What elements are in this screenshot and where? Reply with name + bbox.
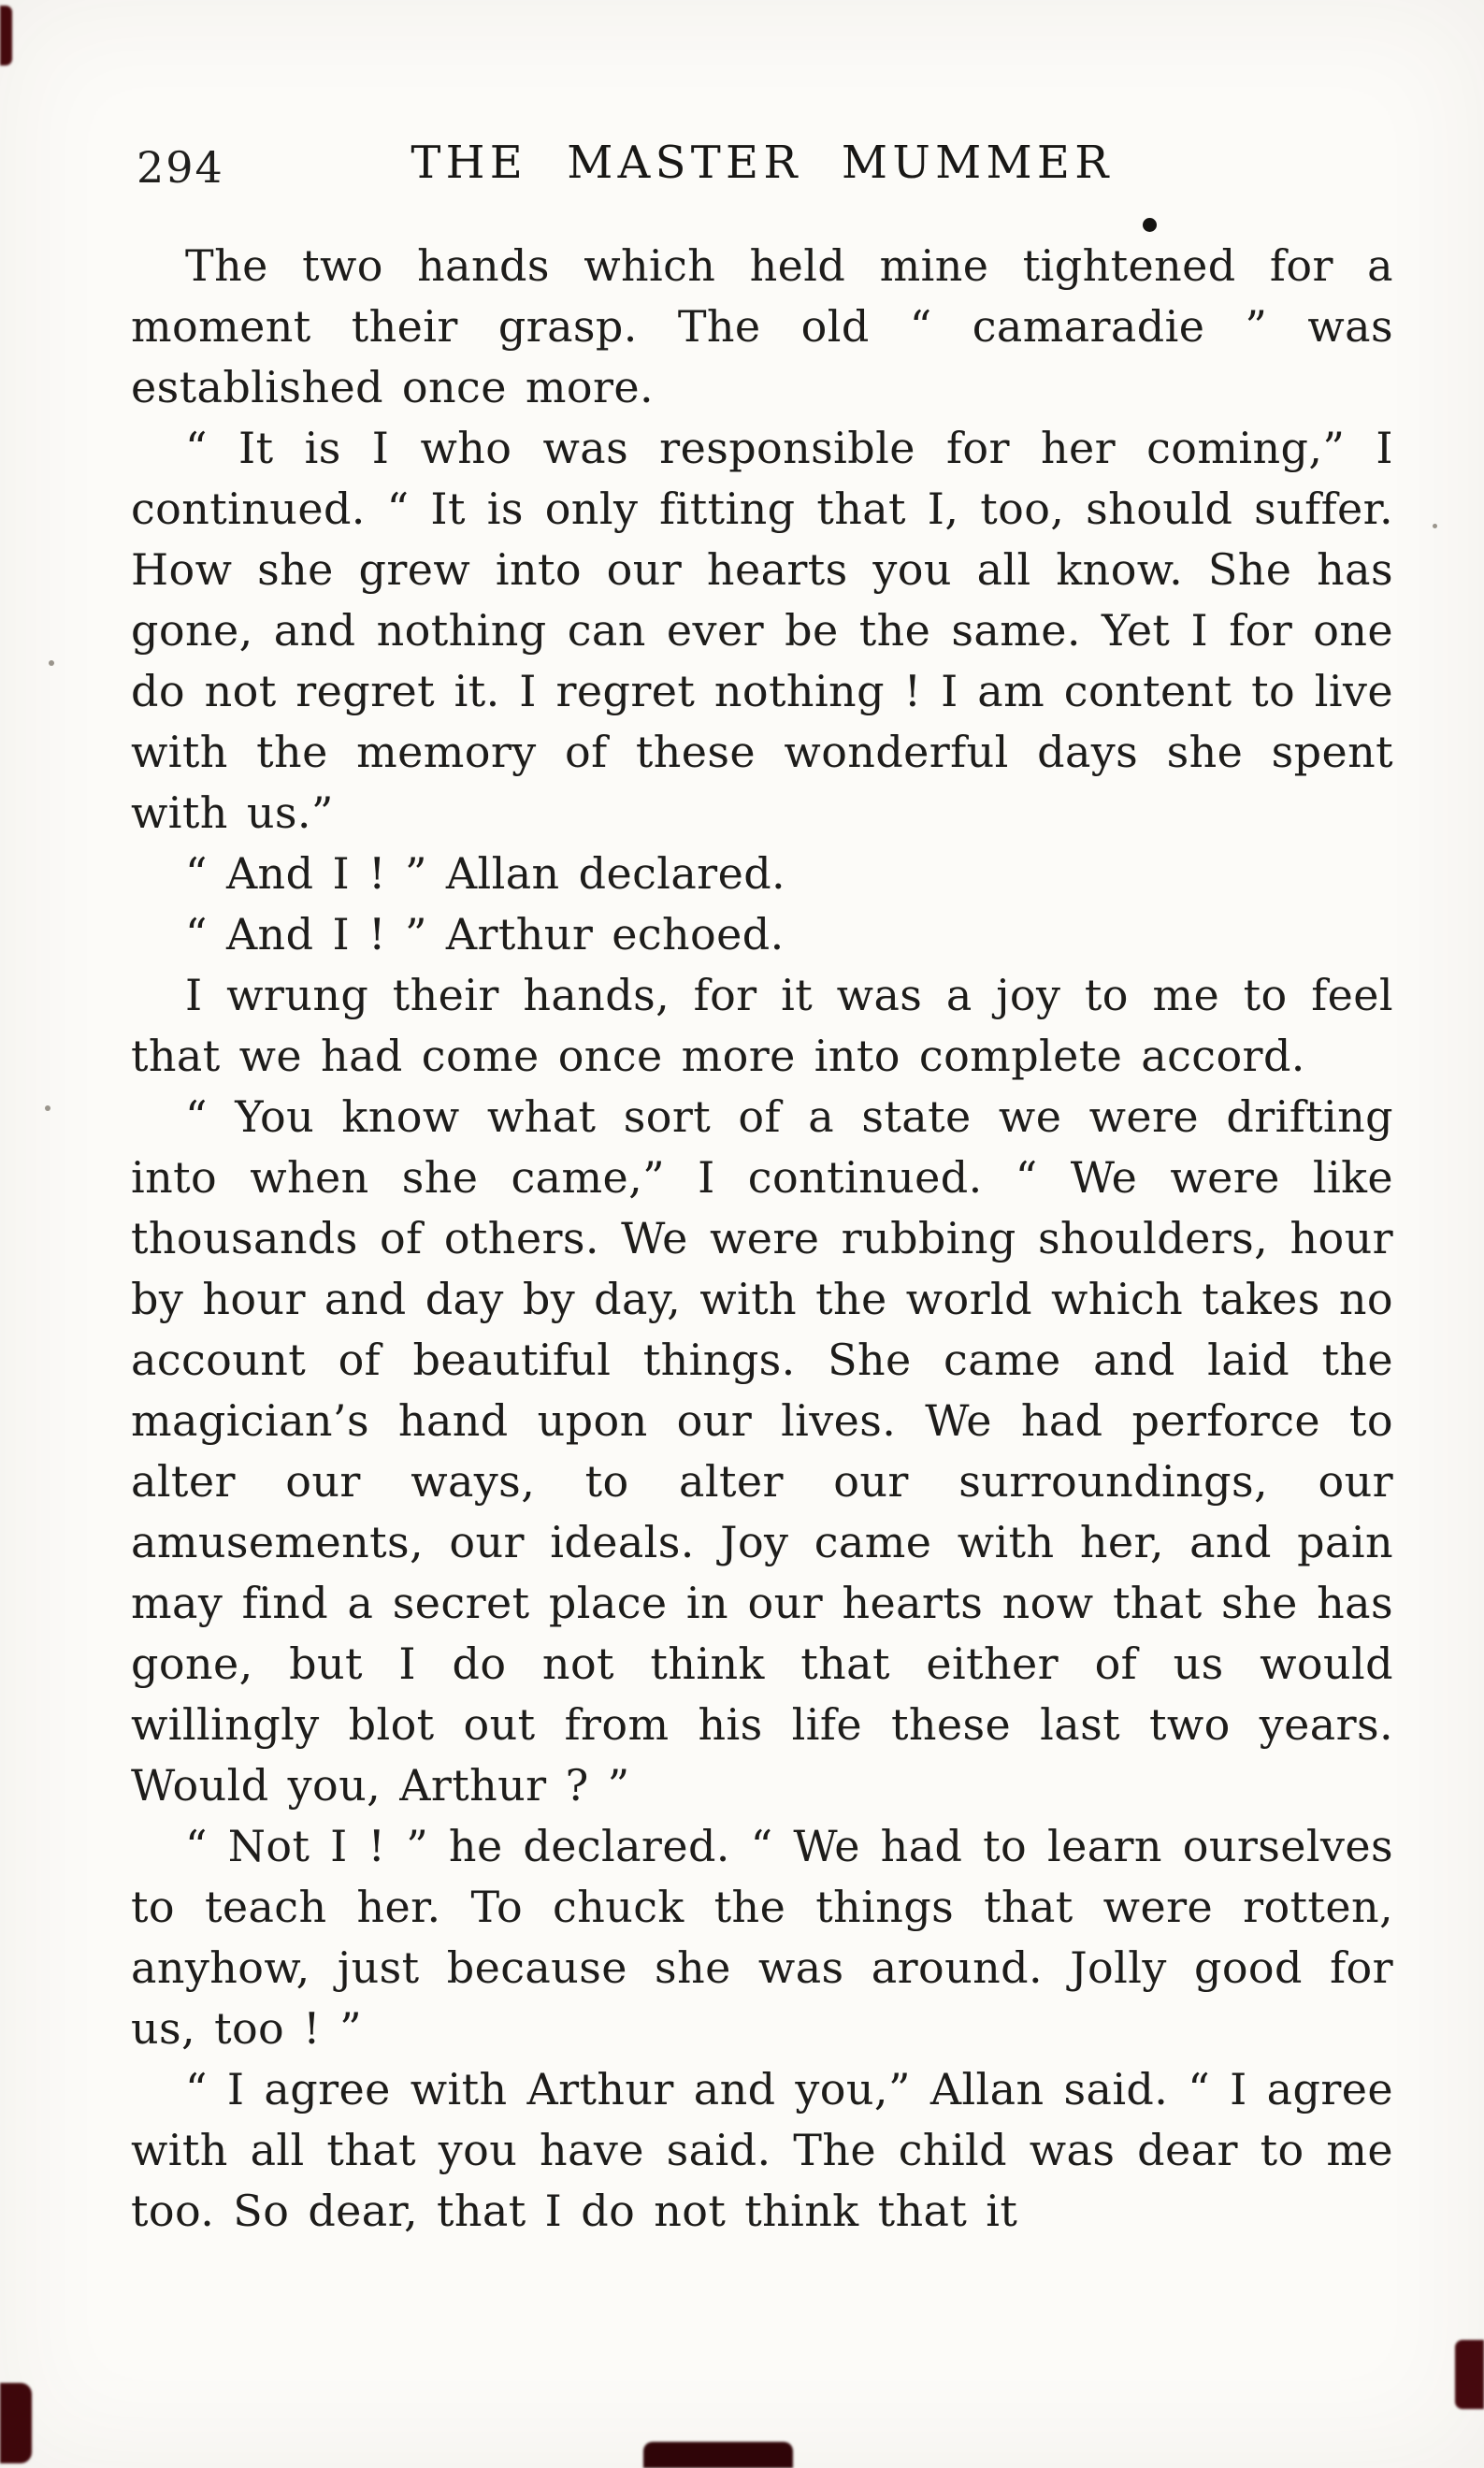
- running-title: THE MASTER MUMMER: [411, 137, 1114, 189]
- scan-artifact-bottom-left: [0, 2383, 32, 2463]
- body-text: [131, 236, 1393, 2242]
- paragraph: “ You know what sort of a state we were drifting into when she came,” I continued. “ We were like thousands of others. We were rubbing shoulders, hour by hour and day by day, with the world which takes no account of beautiful things. She came and laid the magician’s hand upon our lives. We had perforce to alter our ways, to alter our surroundings, our amusements, our ideals. Joy came with her, and pain may find a secret place in our hearts now that she has gone, but I do not think that either of us would willingly blot out from his life these last two years. Would you, Arthur ? ”: [131, 1091, 1393, 1811]
- paragraph: “ Not I ! ” he declared. “ We had to learn ourselves to teach her. To chuck the things that were rotten, anyhow, just because she was around. Jolly good for us, too ! ”: [131, 1821, 1393, 2054]
- scan-artifact-top-left: [0, 6, 12, 65]
- dust-speck: [49, 660, 54, 666]
- paragraph: “ And I ! ” Arthur echoed.: [185, 909, 785, 960]
- scan-artifact-bottom-right: [1455, 2340, 1484, 2409]
- ink-spot: [1143, 218, 1157, 232]
- paragraph: “ I agree with Arthur and you,” Allan said. “ I agree with all that you have said. The child was dear to me too. So dear, that I do not think that it: [131, 2064, 1393, 2236]
- page-number: 294: [137, 142, 224, 193]
- scan-artifact-bottom-center: [643, 2442, 793, 2468]
- paragraph: “ It is I who was responsible for her coming,” I continued. “ It is only fitting that I, too, should suffer. How she grew into our hearts you all know. She has gone, and nothing can ever be the same. Yet I for one do not regret it. I regret nothing ! I am content to live with the memory of these wonderful days she spent with us.”: [131, 423, 1393, 838]
- dust-speck: [1433, 524, 1437, 528]
- paragraph: “ And I ! ” Allan declared.: [185, 848, 786, 899]
- page-header: [131, 137, 1393, 202]
- paragraph: The two hands which held mine tightened for a moment their grasp. The old “ camaradie ” was established once more.: [131, 240, 1393, 412]
- paragraph: I wrung their hands, for it was a joy to me to feel that we had come once more into complete accord.: [131, 970, 1393, 1081]
- dust-speck: [45, 1105, 50, 1111]
